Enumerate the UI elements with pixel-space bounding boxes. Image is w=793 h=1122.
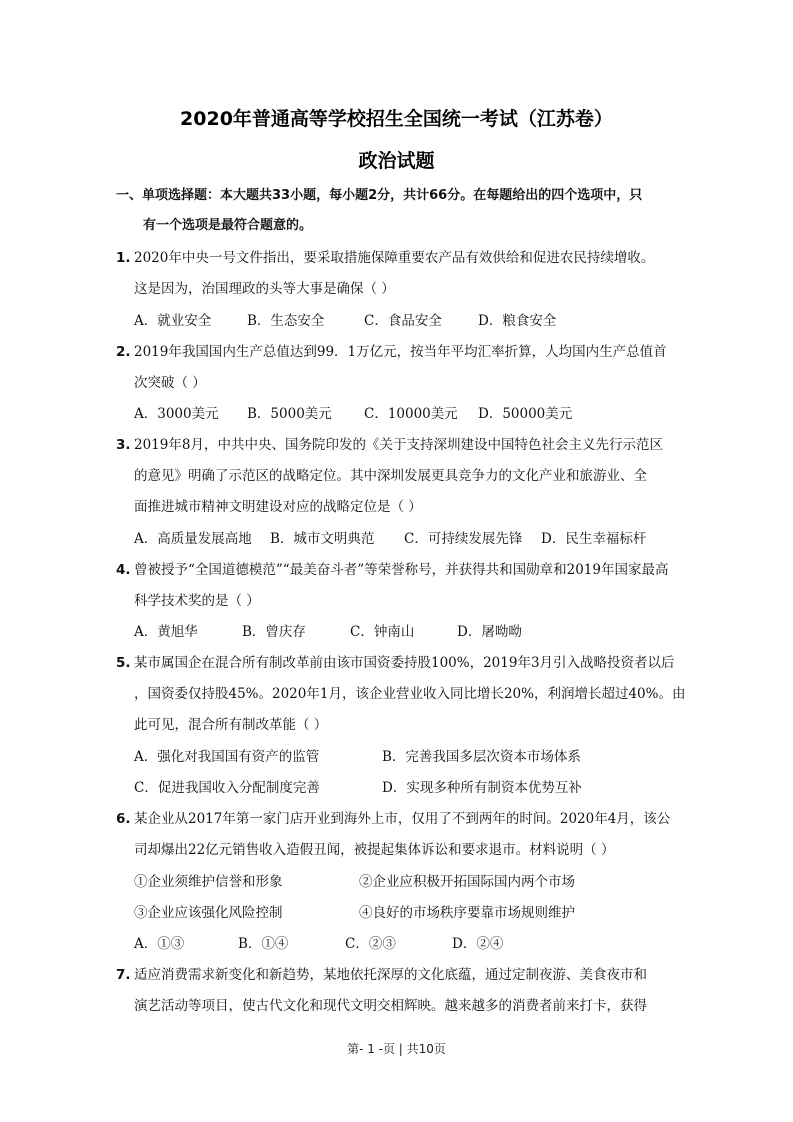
option-b: B．5000美元	[247, 406, 332, 422]
question-number: 7.	[116, 967, 131, 983]
question-text: 2020年中央一号文件指出，要采取措施保障重要农产品有效供给和促进农民持续增收。	[134, 250, 655, 266]
option-a: A．就业安全	[134, 313, 212, 329]
option-a: A．高质量发展高地	[134, 531, 252, 547]
question-text: 司却爆出22亿元销售收入造假丑闻，被提起集体诉讼和要求退市。材料说明（ ）	[134, 842, 615, 858]
question-text: 2019年我国国内生产总值达到99．1万亿元，按当年平均汇率折算，人均国内生产总值首	[134, 344, 667, 360]
option-c: C．可持续发展先锋	[404, 531, 523, 547]
option-b: B．生态安全	[247, 313, 325, 329]
option-d: D．民生幸福标杆	[541, 531, 647, 547]
question-text: 适应消费需求新变化和新趋势，某地依托深厚的文化底蕴，通过定制夜游、美食夜市和	[134, 967, 647, 983]
option-a: A．黄旭华	[134, 624, 198, 640]
option-d: D．粮食安全	[478, 313, 557, 329]
option-c: C．②③	[345, 936, 396, 952]
question-text: 面推进城市精神文明建设对应的战略定位是（ ）	[134, 499, 422, 515]
question-text: 这是因为，治国理政的头等大事是确保（ ）	[134, 281, 395, 297]
statement-1: ①企业须维护信誉和形象	[134, 874, 283, 890]
option-b: B．城市文明典范	[270, 531, 375, 547]
section-heading-line2: 有一个选项是最符合题意的。	[143, 218, 313, 233]
question-text: ，国资委仅持股45%。2020年1月，该企业营业收入同比增长20%，利润增长超过40%。由	[134, 686, 686, 702]
option-a: A．强化对我国国有资产的监管	[134, 749, 320, 765]
question-number: 2.	[116, 344, 131, 360]
question-number: 6.	[116, 811, 131, 827]
question-text: 次突破（ ）	[134, 375, 206, 391]
page-title: 2020年普通高等学校招生全国统一考试（江苏卷）	[180, 108, 613, 130]
option-d: D．实现多种所有制资本优势互补	[382, 780, 582, 796]
option-c: C．食品安全	[364, 313, 442, 329]
option-a: A．3000美元	[134, 406, 219, 422]
option-a: A．①③	[134, 936, 185, 952]
statement-3: ③企业应该强化风险控制	[134, 905, 283, 921]
option-d: D．②④	[452, 936, 504, 952]
option-c: C．促进我国收入分配制度完善	[134, 780, 320, 796]
option-c: C．钟南山	[350, 624, 415, 640]
page-subtitle: 政治试题	[358, 150, 435, 172]
statement-4: ④良好的市场秩序要靠市场规则维护	[359, 905, 575, 921]
question-number: 4.	[116, 562, 131, 578]
question-text: 此可见，混合所有制改革能（ ）	[134, 717, 328, 733]
option-d: D．屠呦呦	[457, 624, 522, 640]
question-text: 演艺活动等项目，使古代文化和现代文明交相辉映。越来越多的消费者前来打卡，获得	[134, 998, 647, 1014]
option-d: D．50000美元	[478, 406, 573, 422]
question-number: 3.	[116, 437, 131, 453]
option-c: C．10000美元	[364, 406, 458, 422]
question-text: 某市属国企在混合所有制改革前由该市国资委持股100%，2019年3月引入战略投资者以后	[134, 655, 675, 671]
statement-2: ②企业应积极开拓国际国内两个市场	[359, 874, 575, 890]
section-heading-line1: 一、单项选择题：本大题共33小题，每小题2分，共计66分。在每题给出的四个选项中，只	[116, 188, 643, 203]
question-number: 5.	[116, 655, 131, 671]
question-text: 曾被授予“全国道德模范”“最美奋斗者”等荣誉称号，并获得共和国勋章和2019年国家最高	[134, 562, 669, 578]
question-text: 的意见》明确了示范区的战略定位。其中深圳发展更具竞争力的文化产业和旅游业、全	[134, 468, 647, 484]
page-footer: 第- 1 -页 | 共10页	[347, 1042, 446, 1056]
option-b: B．①④	[238, 936, 289, 952]
question-number: 1.	[116, 250, 131, 266]
option-b: B．曾庆存	[242, 624, 306, 640]
question-text: 2019年8月，中共中央、国务院印发的《关于支持深圳建设中国特色社会主义先行示范区	[134, 437, 663, 453]
question-text: 科学技术奖的是（ ）	[134, 593, 260, 609]
question-text: 某企业从2017年第一家门店开业到海外上市，仅用了不到两年的时间。2020年4月，该公	[134, 811, 671, 827]
option-b: B．完善我国多层次资本市场体系	[382, 749, 581, 765]
